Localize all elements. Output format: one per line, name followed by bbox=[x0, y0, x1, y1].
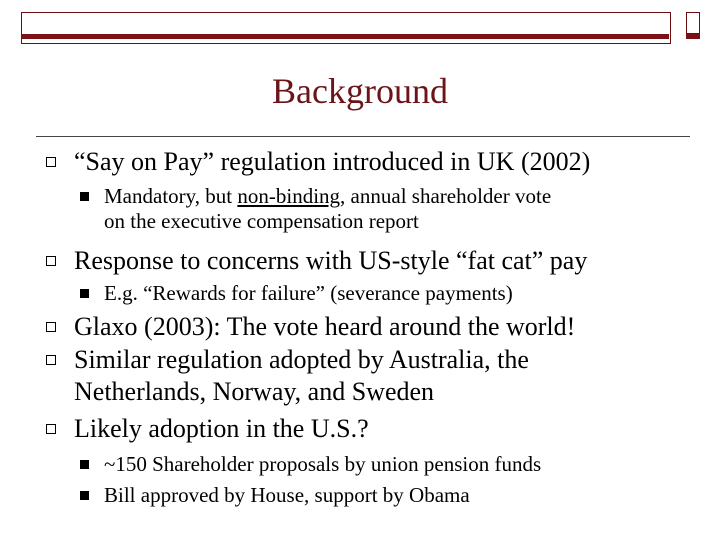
bullet-similar-regulation-line2: Netherlands, Norway, and Sweden bbox=[74, 377, 435, 406]
hollow-square-bullet-icon bbox=[46, 322, 56, 332]
bullet-response: Response to concerns with US-style “fat cat” pay bbox=[74, 246, 588, 275]
header-corner-box bbox=[686, 12, 700, 34]
non-binding-text: non-binding bbox=[237, 184, 341, 208]
header-frame bbox=[21, 12, 671, 44]
bullet-glaxo: Glaxo (2003): The vote heard around the world! bbox=[74, 312, 576, 341]
filled-square-bullet-icon bbox=[80, 289, 89, 298]
hollow-square-bullet-icon bbox=[46, 157, 56, 167]
bullet-say-on-pay: “Say on Pay” regulation introduced in UK (2002) bbox=[74, 147, 591, 176]
slide-title: Background bbox=[272, 71, 448, 111]
title-divider bbox=[36, 136, 690, 137]
sub-bullet-mandatory bbox=[104, 184, 704, 208]
sub-bullet-shareholder-proposals: ~150 Shareholder proposals by union pension funds bbox=[104, 452, 542, 476]
header-stripe bbox=[21, 34, 669, 39]
filled-square-bullet-icon bbox=[80, 192, 89, 201]
bullet-likely-adoption: Likely adoption in the U.S.? bbox=[74, 414, 369, 443]
sub-bullet-rewards: E.g. “Rewards for failure” (severance payments) bbox=[104, 281, 513, 305]
header-corner-stripe bbox=[686, 34, 700, 39]
hollow-square-bullet-icon bbox=[46, 256, 56, 266]
sub-bullet-mandatory-text-a: Mandatory, but bbox=[104, 184, 238, 208]
filled-square-bullet-icon bbox=[80, 491, 89, 500]
sub-bullet-mandatory-text-b: , annual shareholder vote bbox=[340, 184, 552, 208]
hollow-square-bullet-icon bbox=[46, 355, 56, 365]
sub-bullet-bill-approved: Bill approved by House, support by Obama bbox=[104, 483, 470, 507]
hollow-square-bullet-icon bbox=[46, 424, 56, 434]
filled-square-bullet-icon bbox=[80, 460, 89, 469]
sub-bullet-mandatory-line2: on the executive compensation report bbox=[104, 209, 419, 233]
bullet-similar-regulation: Similar regulation adopted by Australia, the bbox=[74, 345, 529, 374]
